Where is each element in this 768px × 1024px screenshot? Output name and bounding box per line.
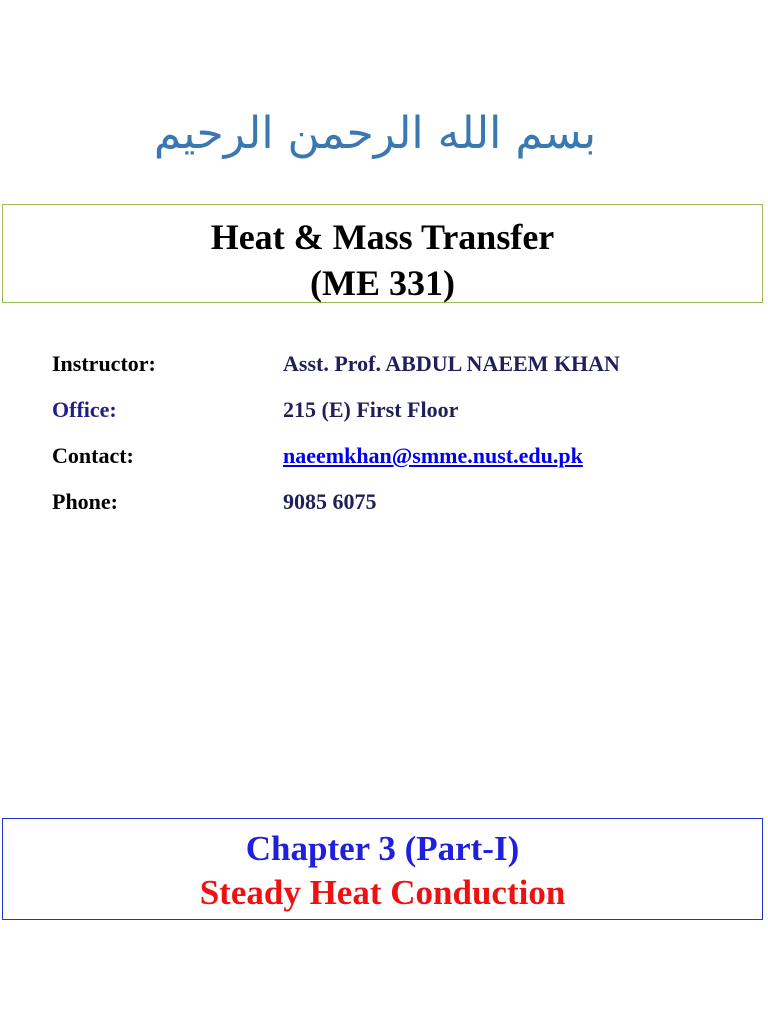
info-row-office	[52, 391, 742, 437]
office-label: Office:	[52, 397, 117, 422]
course-title-box	[2, 204, 763, 303]
info-row-instructor	[52, 345, 742, 391]
email-link[interactable]: naeemkhan@smme.nust.edu.pk	[283, 443, 583, 468]
phone-label: Phone:	[52, 489, 118, 514]
info-row-contact	[52, 437, 742, 483]
info-row-phone	[52, 483, 742, 529]
course-code: (ME 331)	[310, 263, 455, 303]
office-value: 215 (E) First Floor	[283, 397, 459, 422]
bismillah-calligraphy	[153, 88, 597, 174]
instructor-label: Instructor:	[52, 351, 156, 376]
instructor-info	[52, 345, 742, 529]
chapter-subtitle: Steady Heat Conduction	[199, 873, 566, 912]
course-title: Heat & Mass Transfer	[210, 217, 555, 257]
chapter-title: Chapter 3 (Part-I)	[245, 829, 520, 868]
phone-value: 9085 6075	[283, 489, 377, 514]
bismillah-text: بسم الله الرحمن الرحيم	[153, 108, 597, 159]
chapter-box	[2, 818, 763, 920]
instructor-value: Asst. Prof. ABDUL NAEEM KHAN	[283, 351, 620, 376]
contact-label: Contact:	[52, 443, 134, 468]
